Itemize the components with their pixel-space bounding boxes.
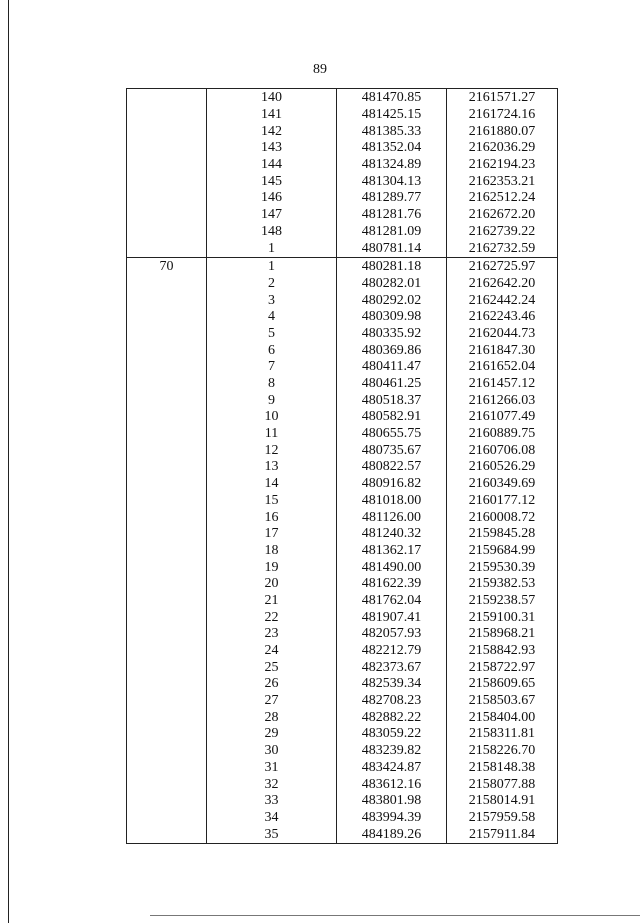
point-number-cell: 16: [207, 509, 337, 526]
x-coordinate-cell: 481352.04: [337, 140, 447, 157]
y-coordinate-cell: 2159382.53: [447, 576, 558, 593]
table-row: [127, 526, 558, 543]
block-number-cell: [127, 709, 207, 726]
block-number-cell: [127, 743, 207, 760]
table-row: [127, 593, 558, 610]
table-row: [127, 207, 558, 224]
table-row: [127, 743, 558, 760]
block-number-cell: [127, 240, 207, 257]
block-number-cell: [127, 326, 207, 343]
point-number-cell: 28: [207, 709, 337, 726]
block-number-cell: [127, 726, 207, 743]
x-coordinate-cell: 482708.23: [337, 693, 447, 710]
x-coordinate-cell: 480735.67: [337, 442, 447, 459]
point-number-cell: 147: [207, 207, 337, 224]
y-coordinate-cell: 2158404.00: [447, 709, 558, 726]
table-row: [127, 643, 558, 660]
x-coordinate-cell: 483059.22: [337, 726, 447, 743]
x-coordinate-cell: 482882.22: [337, 709, 447, 726]
block-number-cell: [127, 190, 207, 207]
page-number: 89: [313, 62, 327, 77]
scan-bottom-edge: [150, 915, 640, 916]
block-number-cell: [127, 593, 207, 610]
y-coordinate-cell: 2158226.70: [447, 743, 558, 760]
table-row: [127, 326, 558, 343]
block-number-cell: [127, 526, 207, 543]
point-number-cell: 15: [207, 493, 337, 510]
y-coordinate-cell: 2158722.97: [447, 659, 558, 676]
x-coordinate-cell: 481622.39: [337, 576, 447, 593]
table-row: [127, 476, 558, 493]
table-row: [127, 726, 558, 743]
table-row: [127, 240, 558, 257]
y-coordinate-cell: 2162672.20: [447, 207, 558, 224]
y-coordinate-cell: 2158609.65: [447, 676, 558, 693]
table-row: [127, 659, 558, 676]
y-coordinate-cell: 2159845.28: [447, 526, 558, 543]
y-coordinate-cell: 2159530.39: [447, 559, 558, 576]
y-coordinate-cell: 2161457.12: [447, 376, 558, 393]
block-number-cell: [127, 292, 207, 309]
y-coordinate-cell: 2159100.31: [447, 609, 558, 626]
y-coordinate-cell: 2158148.38: [447, 760, 558, 777]
block-number-cell: [127, 392, 207, 409]
table-row: [127, 123, 558, 140]
x-coordinate-cell: 481281.09: [337, 224, 447, 241]
block-number-cell: [127, 826, 207, 843]
y-coordinate-cell: 2160526.29: [447, 459, 558, 476]
table-row: [127, 89, 558, 107]
y-coordinate-cell: 2158968.21: [447, 626, 558, 643]
table-row: [127, 224, 558, 241]
y-coordinate-cell: 2162739.22: [447, 224, 558, 241]
point-number-cell: 5: [207, 326, 337, 343]
y-coordinate-cell: 2161077.49: [447, 409, 558, 426]
x-coordinate-cell: 481385.33: [337, 123, 447, 140]
block-number-cell: [127, 509, 207, 526]
point-number-cell: 143: [207, 140, 337, 157]
table-row: [127, 107, 558, 124]
block-number-cell: 70: [127, 257, 207, 275]
block-number-cell: [127, 760, 207, 777]
point-number-cell: 34: [207, 810, 337, 827]
y-coordinate-cell: 2162642.20: [447, 276, 558, 293]
point-number-cell: 7: [207, 359, 337, 376]
table-row: [127, 157, 558, 174]
block-number-cell: [127, 426, 207, 443]
y-coordinate-cell: 2159684.99: [447, 543, 558, 560]
block-number-cell: [127, 693, 207, 710]
page-edge-line: [8, 0, 9, 923]
table-row: [127, 709, 558, 726]
y-coordinate-cell: 2162732.59: [447, 240, 558, 257]
y-coordinate-cell: 2161847.30: [447, 342, 558, 359]
y-coordinate-cell: 2161724.16: [447, 107, 558, 124]
block-number-cell: [127, 810, 207, 827]
x-coordinate-cell: 481018.00: [337, 493, 447, 510]
table-row: [127, 342, 558, 359]
y-coordinate-cell: 2162243.46: [447, 309, 558, 326]
block-number-cell: [127, 559, 207, 576]
block-number-cell: [127, 376, 207, 393]
block-number-cell: [127, 576, 207, 593]
x-coordinate-cell: 481281.76: [337, 207, 447, 224]
table-row: [127, 626, 558, 643]
x-coordinate-cell: 482057.93: [337, 626, 447, 643]
y-coordinate-cell: 2162512.24: [447, 190, 558, 207]
y-coordinate-cell: 2157911.84: [447, 826, 558, 843]
y-coordinate-cell: 2162353.21: [447, 173, 558, 190]
block-number-cell: [127, 442, 207, 459]
table-row: [127, 810, 558, 827]
block-number-cell: [127, 459, 207, 476]
point-number-cell: 4: [207, 309, 337, 326]
block-number-cell: [127, 409, 207, 426]
block-number-cell: [127, 276, 207, 293]
block-number-cell: [127, 140, 207, 157]
block-number-cell: [127, 107, 207, 124]
block-number-cell: [127, 342, 207, 359]
point-number-cell: 148: [207, 224, 337, 241]
point-number-cell: 19: [207, 559, 337, 576]
block-number-cell: [127, 157, 207, 174]
point-number-cell: 1: [207, 257, 337, 275]
y-coordinate-cell: 2161266.03: [447, 392, 558, 409]
x-coordinate-cell: 480309.98: [337, 309, 447, 326]
point-number-cell: 9: [207, 392, 337, 409]
x-coordinate-cell: 481324.89: [337, 157, 447, 174]
table-row: [127, 676, 558, 693]
y-coordinate-cell: 2158503.67: [447, 693, 558, 710]
point-number-cell: 3: [207, 292, 337, 309]
x-coordinate-cell: 481425.15: [337, 107, 447, 124]
point-number-cell: 27: [207, 693, 337, 710]
y-coordinate-cell: 2160706.08: [447, 442, 558, 459]
x-coordinate-cell: 484189.26: [337, 826, 447, 843]
x-coordinate-cell: 481362.17: [337, 543, 447, 560]
x-coordinate-cell: 482212.79: [337, 643, 447, 660]
table-row: [127, 609, 558, 626]
table-row: [127, 309, 558, 326]
table-row: [127, 493, 558, 510]
x-coordinate-cell: 480335.92: [337, 326, 447, 343]
table-group: [127, 257, 558, 843]
table-row: [127, 392, 558, 409]
block-number-cell: [127, 676, 207, 693]
point-number-cell: 1: [207, 240, 337, 257]
x-coordinate-cell: 481289.77: [337, 190, 447, 207]
table-row: [127, 442, 558, 459]
x-coordinate-cell: 481304.13: [337, 173, 447, 190]
y-coordinate-cell: 2162194.23: [447, 157, 558, 174]
point-number-cell: 140: [207, 89, 337, 107]
table-row: [127, 459, 558, 476]
coordinates-table: [126, 88, 558, 844]
table-row: [127, 760, 558, 777]
x-coordinate-cell: 480281.18: [337, 257, 447, 275]
block-number-cell: [127, 793, 207, 810]
y-coordinate-cell: 2161571.27: [447, 89, 558, 107]
y-coordinate-cell: 2160008.72: [447, 509, 558, 526]
x-coordinate-cell: 481470.85: [337, 89, 447, 107]
x-coordinate-cell: 483424.87: [337, 760, 447, 777]
table-row: [127, 426, 558, 443]
y-coordinate-cell: 2158842.93: [447, 643, 558, 660]
block-number-cell: [127, 359, 207, 376]
table-row: [127, 826, 558, 843]
x-coordinate-cell: 481907.41: [337, 609, 447, 626]
x-coordinate-cell: 480369.86: [337, 342, 447, 359]
block-number-cell: [127, 493, 207, 510]
block-number-cell: [127, 643, 207, 660]
point-number-cell: 18: [207, 543, 337, 560]
block-number-cell: [127, 609, 207, 626]
x-coordinate-cell: 483612.16: [337, 776, 447, 793]
block-number-cell: [127, 207, 207, 224]
x-coordinate-cell: 481762.04: [337, 593, 447, 610]
y-coordinate-cell: 2162036.29: [447, 140, 558, 157]
table-row: [127, 543, 558, 560]
y-coordinate-cell: 2158311.81: [447, 726, 558, 743]
point-number-cell: 32: [207, 776, 337, 793]
block-number-cell: [127, 476, 207, 493]
block-number-cell: [127, 309, 207, 326]
x-coordinate-cell: 480822.57: [337, 459, 447, 476]
x-coordinate-cell: 481490.00: [337, 559, 447, 576]
block-number-cell: [127, 776, 207, 793]
x-coordinate-cell: 483994.39: [337, 810, 447, 827]
point-number-cell: 24: [207, 643, 337, 660]
point-number-cell: 11: [207, 426, 337, 443]
point-number-cell: 145: [207, 173, 337, 190]
table-row: [127, 276, 558, 293]
table-row: [127, 140, 558, 157]
x-coordinate-cell: 480282.01: [337, 276, 447, 293]
x-coordinate-cell: 481240.32: [337, 526, 447, 543]
block-number-cell: [127, 123, 207, 140]
table-row: [127, 693, 558, 710]
table-row: [127, 559, 558, 576]
table-row: [127, 409, 558, 426]
y-coordinate-cell: 2161652.04: [447, 359, 558, 376]
table-row: [127, 509, 558, 526]
x-coordinate-cell: 480655.75: [337, 426, 447, 443]
point-number-cell: 2: [207, 276, 337, 293]
y-coordinate-cell: 2160889.75: [447, 426, 558, 443]
y-coordinate-cell: 2162442.24: [447, 292, 558, 309]
point-number-cell: 14: [207, 476, 337, 493]
x-coordinate-cell: 480518.37: [337, 392, 447, 409]
block-number-cell: [127, 173, 207, 190]
x-coordinate-cell: 480582.91: [337, 409, 447, 426]
point-number-cell: 29: [207, 726, 337, 743]
point-number-cell: 35: [207, 826, 337, 843]
y-coordinate-cell: 2162044.73: [447, 326, 558, 343]
point-number-cell: 142: [207, 123, 337, 140]
y-coordinate-cell: 2160177.12: [447, 493, 558, 510]
x-coordinate-cell: 482373.67: [337, 659, 447, 676]
block-number-cell: [127, 224, 207, 241]
block-number-cell: [127, 89, 207, 107]
table-row: [127, 359, 558, 376]
x-coordinate-cell: 482539.34: [337, 676, 447, 693]
block-number-cell: [127, 543, 207, 560]
table-row: [127, 173, 558, 190]
point-number-cell: 141: [207, 107, 337, 124]
x-coordinate-cell: 480411.47: [337, 359, 447, 376]
x-coordinate-cell: 480916.82: [337, 476, 447, 493]
table-row: [127, 376, 558, 393]
point-number-cell: 144: [207, 157, 337, 174]
point-number-cell: 20: [207, 576, 337, 593]
point-number-cell: 26: [207, 676, 337, 693]
x-coordinate-cell: 483801.98: [337, 793, 447, 810]
table-row: [127, 793, 558, 810]
table-row: [127, 776, 558, 793]
point-number-cell: 22: [207, 609, 337, 626]
x-coordinate-cell: 481126.00: [337, 509, 447, 526]
point-number-cell: 8: [207, 376, 337, 393]
point-number-cell: 10: [207, 409, 337, 426]
y-coordinate-cell: 2162725.97: [447, 257, 558, 275]
point-number-cell: 31: [207, 760, 337, 777]
y-coordinate-cell: 2158014.91: [447, 793, 558, 810]
point-number-cell: 6: [207, 342, 337, 359]
block-number-cell: [127, 626, 207, 643]
point-number-cell: 146: [207, 190, 337, 207]
block-number-cell: [127, 659, 207, 676]
y-coordinate-cell: 2159238.57: [447, 593, 558, 610]
x-coordinate-cell: 483239.82: [337, 743, 447, 760]
x-coordinate-cell: 480781.14: [337, 240, 447, 257]
point-number-cell: 30: [207, 743, 337, 760]
point-number-cell: 12: [207, 442, 337, 459]
point-number-cell: 13: [207, 459, 337, 476]
y-coordinate-cell: 2160349.69: [447, 476, 558, 493]
y-coordinate-cell: 2158077.88: [447, 776, 558, 793]
table-row: [127, 190, 558, 207]
x-coordinate-cell: 480461.25: [337, 376, 447, 393]
point-number-cell: 25: [207, 659, 337, 676]
point-number-cell: 33: [207, 793, 337, 810]
point-number-cell: 17: [207, 526, 337, 543]
y-coordinate-cell: 2157959.58: [447, 810, 558, 827]
point-number-cell: 23: [207, 626, 337, 643]
table-group: [127, 89, 558, 258]
table-row: [127, 576, 558, 593]
point-number-cell: 21: [207, 593, 337, 610]
y-coordinate-cell: 2161880.07: [447, 123, 558, 140]
x-coordinate-cell: 480292.02: [337, 292, 447, 309]
table-row: [127, 292, 558, 309]
table-row: [127, 257, 558, 275]
